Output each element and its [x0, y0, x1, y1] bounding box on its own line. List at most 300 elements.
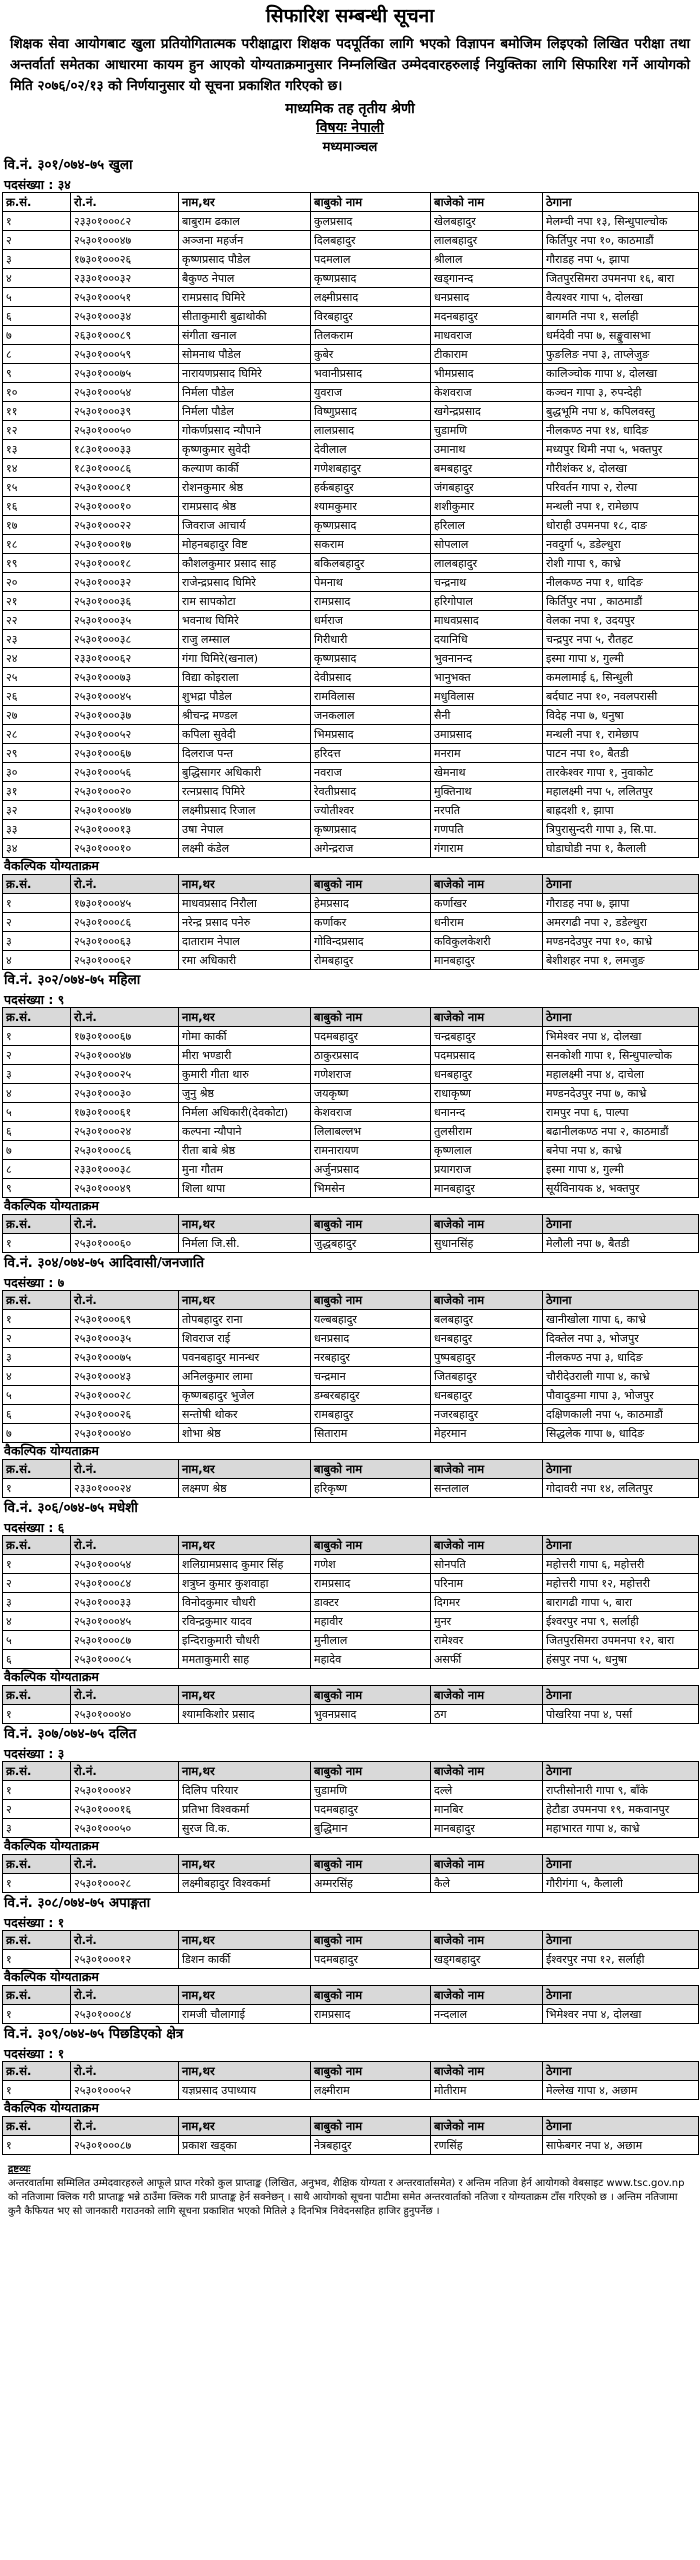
table-row [3, 1405, 699, 1424]
table-row [3, 421, 699, 440]
column-header: रो.नं. [71, 193, 179, 212]
table-cell: २५३०१०००४० [71, 1705, 179, 1724]
table-cell: २५३०१०००४० [71, 1424, 179, 1443]
table-cell: १ [3, 1027, 71, 1046]
table-cell: २३३०१०००३८ [71, 1160, 179, 1179]
table-cell: रामपुर नपा ६, पाल्पा [543, 1103, 699, 1122]
table-cell: २५३०१०००६२ [71, 951, 179, 970]
table-cell: दिलिप परियार [179, 1781, 311, 1800]
table-cell: महाभारत गापा ४, काभ्रे [543, 1819, 699, 1838]
table-cell: २ [3, 913, 71, 932]
table-cell: विनोदकुमार चौधरी [179, 1593, 311, 1612]
table-cell: सूर्यविनायक ४, भक्तपुर [543, 1179, 699, 1198]
table-cell: लक्ष्मीप्रसाद [311, 288, 431, 307]
table-cell: २५३०१०००८७ [71, 1631, 179, 1650]
table-row [3, 345, 699, 364]
table-cell: नवराज [311, 763, 431, 782]
section-title: वि.नं. ३०२/०७४-७५ महिला [4, 972, 141, 988]
column-header: ठेगाना [543, 1855, 699, 1874]
table-cell: पदमबहादुर [311, 1950, 431, 1969]
table-cell: जयकृष्ण [311, 1084, 431, 1103]
table-cell: भिमेश्वर नपा ४, दोलखा [543, 2005, 699, 2024]
table-cell: शशीकुमार [431, 497, 543, 516]
table-row [3, 1046, 699, 1065]
table-row [3, 1234, 699, 1253]
table-row [3, 1650, 699, 1669]
section-title: वि.नं. ३०८/०७४-७५ अपाङ्गता [4, 1895, 151, 1911]
table-cell: ३ [3, 932, 71, 951]
column-header: क्र.सं. [3, 1215, 71, 1234]
table-cell: किर्तिपुर नपा १०, काठमाडौं [543, 231, 699, 250]
table-cell: २५३०१०००७५ [71, 364, 179, 383]
column-header: क्र.सं. [3, 1986, 71, 2005]
table-cell: मन्थली नपा १, रामेछाप [543, 725, 699, 744]
table-cell: रेवतीप्रसाद [311, 782, 431, 801]
table-cell: धनबहादुर [431, 1065, 543, 1084]
table-cell: ४ [3, 1084, 71, 1103]
table-cell: प्रयागराज [431, 1160, 543, 1179]
table-cell: २५३०१०००१० [71, 497, 179, 516]
column-header: बाबुको नाम [311, 1931, 431, 1950]
table-cell: २५३०१०००५२ [71, 2081, 179, 2100]
recommendation-table [2, 1007, 699, 1198]
medium-label: मध्यमाञ्चल [322, 140, 378, 155]
table-cell: जुनु श्रेष्ठ [179, 1084, 311, 1103]
table-cell: मण्डनदेउपुर नपा १०, काभ्रे [543, 932, 699, 951]
table-header-row [3, 1460, 699, 1479]
table-cell: कञ्चन गापा ३, रुपन्देही [543, 383, 699, 402]
table-row [3, 231, 699, 250]
column-header: बाजेको नाम [431, 1215, 543, 1234]
column-header: बाबुको नाम [311, 193, 431, 212]
table-cell: असर्फी [431, 1650, 543, 1669]
table-cell: मदनबहादुर [431, 307, 543, 326]
table-cell: गौरीशंकर ४, दोलखा [543, 459, 699, 478]
advert-section [0, 1724, 700, 1893]
table-cell: रमा अधिकारी [179, 951, 311, 970]
table-cell: नरबहादुर [311, 1348, 431, 1367]
table-cell: २० [3, 573, 71, 592]
table-cell: ८ [3, 1160, 71, 1179]
alternate-list-title: वैकल्पिक योग्यताक्रम [0, 1969, 700, 1985]
table-cell: रोशी गापा ९, काभ्रे [543, 554, 699, 573]
table-cell: भिमेश्वर नपा ४, दोलखा [543, 1027, 699, 1046]
table-cell: इस्मा गापा ४, गुल्मी [543, 649, 699, 668]
table-cell: चुडामणि [431, 421, 543, 440]
table-cell: रोशनकुमार श्रेष्ठ [179, 478, 311, 497]
column-header: बाजेको नाम [431, 1460, 543, 1479]
table-cell: नरेन्द्र प्रसाद पनेरु [179, 913, 311, 932]
table-cell: ४ [3, 951, 71, 970]
table-cell: हंसपुर नपा ५, धनुषा [543, 1650, 699, 1669]
alternate-table [2, 874, 699, 970]
table-cell: कुबेर [311, 345, 431, 364]
table-row [3, 1631, 699, 1650]
table-row [3, 573, 699, 592]
table-cell: २५३०१०००१३ [71, 820, 179, 839]
column-header: ठेगाना [543, 1686, 699, 1705]
table-header-row [3, 1536, 699, 1555]
column-header: नाम,थर [179, 1008, 311, 1027]
column-header: क्र.सं. [3, 193, 71, 212]
alternate-list-title: वैकल्पिक योग्यताक्रम [0, 1838, 700, 1854]
table-cell: मानबहादुर [431, 951, 543, 970]
column-header: बाबुको नाम [311, 1460, 431, 1479]
table-cell: दल्ले [431, 1781, 543, 1800]
alternate-list-title: वैकल्पिक योग्यताक्रम [0, 1669, 700, 1685]
table-row [3, 1479, 699, 1498]
table-row [3, 1122, 699, 1141]
table-cell: वेलका नपा १, उदयपुर [543, 611, 699, 630]
table-cell: जितपुरसिमरा उपमनपा १६, बारा [543, 269, 699, 288]
table-cell: सोपलाल [431, 535, 543, 554]
table-cell: बकिलबहादुर [311, 554, 431, 573]
table-row [3, 1310, 699, 1329]
table-cell: राजु लम्साल [179, 630, 311, 649]
column-header: ठेगाना [543, 1460, 699, 1479]
alternate-list-title: वैकल्पिक योग्यताक्रम [0, 1443, 700, 1459]
table-row [3, 592, 699, 611]
table-cell: भवनाथ घिमिरे [179, 611, 311, 630]
table-cell: लक्ष्मण श्रेष्ठ [179, 1479, 311, 1498]
table-cell: पदमलाल [311, 250, 431, 269]
table-cell: धर्मराज [311, 611, 431, 630]
table-cell: हरिकृष्ण [311, 1479, 431, 1498]
table-cell: ६ [3, 1122, 71, 1141]
column-header: नाम,थर [179, 1460, 311, 1479]
table-cell: निर्मला पौडेल [179, 402, 311, 421]
alternate-list-title: वैकल्पिक योग्यताक्रम [0, 2100, 700, 2116]
table-cell: पाटन नपा १०, बैतडी [543, 744, 699, 763]
table-cell: मधुविलास [431, 687, 543, 706]
table-header-row [3, 1855, 699, 1874]
table-cell: १८ [3, 535, 71, 554]
column-header: नाम,थर [179, 1986, 311, 2005]
recommendation-table [2, 1535, 699, 1669]
table-cell: चन्द्रनाथ [431, 573, 543, 592]
table-cell: कमलामाई ६, सिन्धुली [543, 668, 699, 687]
table-cell: अञ्जना महर्जन [179, 231, 311, 250]
table-cell: बलबहादुर [431, 1310, 543, 1329]
table-cell: हेमप्रसाद [311, 894, 431, 913]
table-cell: रामप्रसाद श्रेष्ठ [179, 497, 311, 516]
table-cell: रामप्रसाद [311, 592, 431, 611]
table-cell: सुरज वि.क. [179, 1819, 311, 1838]
column-header: रो.नं. [71, 1986, 179, 2005]
table-cell: भीमप्रसाद [431, 364, 543, 383]
table-cell: श्रीचन्द्र मण्डल [179, 706, 311, 725]
table-cell: यल्बबहादुर [311, 1310, 431, 1329]
table-cell: नीलकण्ठ नपा १, धादिङ [543, 573, 699, 592]
table-cell: चन्द्रपुर नपा ५, रौतहट [543, 630, 699, 649]
table-cell: ६ [3, 1405, 71, 1424]
table-cell: ५ [3, 288, 71, 307]
table-cell: २ [3, 1046, 71, 1065]
table-cell: मोहनबहादुर विष्ट [179, 535, 311, 554]
table-cell: २५३०१०००१२ [71, 1950, 179, 1969]
table-cell: २५३०१०००२५ [71, 1065, 179, 1084]
table-cell: भवानीप्रसाद [311, 364, 431, 383]
column-header: ठेगाना [543, 1762, 699, 1781]
column-header: रो.नं. [71, 1931, 179, 1950]
table-cell: रामबहादुर [311, 1405, 431, 1424]
table-cell: कर्णाकर [311, 913, 431, 932]
table-cell: कृष्णबहादुर भुजेल [179, 1386, 311, 1405]
table-row [3, 951, 699, 970]
table-cell: कृष्णलाल [431, 1141, 543, 1160]
column-header: रो.नं. [71, 875, 179, 894]
table-cell: कौशलकुमार प्रसाद साह [179, 554, 311, 573]
table-cell: मीरा भण्डारी [179, 1046, 311, 1065]
table-row [3, 839, 699, 858]
table-cell: युवराज [311, 383, 431, 402]
table-cell: विदेह नपा ७, धनुषा [543, 706, 699, 725]
table-cell: ईश्वरपुर नपा ९, सर्लाही [543, 1612, 699, 1631]
table-cell: भिमसेन [311, 1179, 431, 1198]
table-cell: जिवराज आचार्य [179, 516, 311, 535]
table-cell: २४ [3, 649, 71, 668]
column-header: बाजेको नाम [431, 2117, 543, 2136]
column-header: नाम,थर [179, 2117, 311, 2136]
table-row [3, 913, 699, 932]
table-cell: सिताराम [311, 1424, 431, 1443]
table-cell: उमाप्रसाद [431, 725, 543, 744]
column-header: ठेगाना [543, 1536, 699, 1555]
column-header: बाजेको नाम [431, 1762, 543, 1781]
table-row [3, 1386, 699, 1405]
table-cell: ९ [3, 1179, 71, 1198]
table-cell: बढानीलकण्ठ नपा २, काठमाडौं [543, 1122, 699, 1141]
table-cell: यज्ञप्रसाद उपाध्याय [179, 2081, 311, 2100]
table-cell: श्यामकुमार [311, 497, 431, 516]
table-cell: तुलसीराम [431, 1122, 543, 1141]
table-cell: मन्थली नपा १, रामेछाप [543, 497, 699, 516]
table-cell: पदमप्रसाद [431, 1046, 543, 1065]
table-cell: रत्नप्रसाद पिमिरे [179, 782, 311, 801]
table-cell: श्यामकिशोर प्रसाद [179, 1705, 311, 1724]
table-cell: २५३०१०००८४ [71, 1574, 179, 1593]
table-cell: अमरगढी नपा २, डडेल्धुरा [543, 913, 699, 932]
table-row [3, 1781, 699, 1800]
table-cell: सिद्धलेक गापा ७, धादिङ [543, 1424, 699, 1443]
table-row [3, 2136, 699, 2155]
table-row [3, 1367, 699, 1386]
table-cell: धनप्रसाद [311, 1329, 431, 1348]
table-cell: पेमनाथ [311, 573, 431, 592]
table-cell: २५३०१०००४७ [71, 1046, 179, 1065]
table-cell: प्रकाश खड्का [179, 2136, 311, 2155]
table-cell: २५३०१०००४५ [71, 1612, 179, 1631]
table-cell: विद्या कोइराला [179, 668, 311, 687]
column-header: बाजेको नाम [431, 193, 543, 212]
table-cell: नवदुर्गा ५, डडेल्धुरा [543, 535, 699, 554]
column-header: ठेगाना [543, 2062, 699, 2081]
table-row [3, 1141, 699, 1160]
alternate-table [2, 1685, 699, 1724]
column-header: क्र.सं. [3, 1008, 71, 1027]
table-cell: कर्णाखर [431, 894, 543, 913]
table-row [3, 706, 699, 725]
column-header: बाजेको नाम [431, 1931, 543, 1950]
table-cell: ३ [3, 1348, 71, 1367]
table-cell: २५३०१०००५४ [71, 1555, 179, 1574]
table-row [3, 1874, 699, 1893]
column-header: बाबुको नाम [311, 1008, 431, 1027]
table-cell: ११ [3, 402, 71, 421]
table-cell: ६ [3, 1650, 71, 1669]
alternate-table [2, 1214, 699, 1253]
table-cell: खगेन्द्रप्रसाद [431, 402, 543, 421]
table-cell: कुमारी गीता थारु [179, 1065, 311, 1084]
table-cell: शुभद्रा पौडेल [179, 687, 311, 706]
table-cell: १२ [3, 421, 71, 440]
table-cell: १७३०१०००६७ [71, 1027, 179, 1046]
column-header: रो.नं. [71, 2117, 179, 2136]
table-header-row [3, 1008, 699, 1027]
table-cell: २५३०१०००२६ [71, 1405, 179, 1424]
table-cell: शत्रुघ्न कुमार कुशवाहा [179, 1574, 311, 1593]
table-cell: १ [3, 1310, 71, 1329]
column-header: क्र.सं. [3, 1686, 71, 1705]
table-cell: १८३०१०००३३ [71, 440, 179, 459]
table-row [3, 307, 699, 326]
table-cell: ९ [3, 364, 71, 383]
table-cell: २५३०१०००३७ [71, 706, 179, 725]
table-cell: २५३०१०००६० [71, 1234, 179, 1253]
column-header: रो.नं. [71, 1762, 179, 1781]
table-row [3, 894, 699, 913]
table-cell: केशवराज [311, 1103, 431, 1122]
column-header: क्र.सं. [3, 1291, 71, 1310]
table-row [3, 763, 699, 782]
table-cell: लक्ष्मी कंडेल [179, 839, 311, 858]
table-cell: जितबहादुर [431, 1367, 543, 1386]
table-cell: रामप्रसाद [311, 1574, 431, 1593]
table-row [3, 1179, 699, 1198]
table-cell: लक्ष्मीराम [311, 2081, 431, 2100]
table-cell: चौरीदेउराली गापा ४, काभ्रे [543, 1367, 699, 1386]
column-header: बाबुको नाम [311, 1291, 431, 1310]
alternate-table [2, 1459, 699, 1498]
table-row [3, 535, 699, 554]
table-cell: २५३०१०००४७ [71, 801, 179, 820]
table-cell: २५३०१०००५६ [71, 763, 179, 782]
table-cell: २५३०१०००५१ [71, 288, 179, 307]
table-cell: हरिगोपाल [431, 592, 543, 611]
recommendation-table [2, 1930, 699, 1969]
table-cell: २५३०१०००६७ [71, 744, 179, 763]
column-header: नाम,थर [179, 875, 311, 894]
table-cell: २३३०१०००३२ [71, 269, 179, 288]
notice-title: सिफारिश सम्बन्धी सूचना [265, 5, 435, 27]
notice-intro: शिक्षक सेवा आयोगबाट खुला प्रतियोगितात्मक परीक्षाद्वारा शिक्षक पदपूर्तिका लागि भएको विज्ञापन बमोजिम लिइएको लिखित परीक्षा तथा अन्तर्वार्ता समेतका आधारमा कायम हुन आएको योग्यताक्रमानुसार निम्नलिखित उम्मेदवारहरुलाई नियुक्तिका लागि सिफारिश गर्ने आयोगको मिति २०७६/०२/१३ को निर्णयानुसार यो सूचना प्रकाशित गरिएको छ। [10, 36, 690, 94]
column-header: क्र.सं. [3, 1931, 71, 1950]
table-header-row [3, 875, 699, 894]
table-cell: महावीर [311, 1612, 431, 1631]
column-header: ठेगाना [543, 1931, 699, 1950]
table-cell: ५ [3, 1103, 71, 1122]
table-cell: राधाकृष्ण [431, 1084, 543, 1103]
table-cell: पौवादुङमा गापा ३, भोजपुर [543, 1386, 699, 1405]
table-cell: उमानाथ [431, 440, 543, 459]
table-cell: निर्मला पौडेल [179, 383, 311, 402]
column-header: क्र.सं. [3, 875, 71, 894]
table-cell: ५ [3, 1386, 71, 1405]
table-cell: फुङलिङ नपा ३, ताप्लेजुङ [543, 345, 699, 364]
table-cell: बाबुराम ढकाल [179, 212, 311, 231]
table-row [3, 326, 699, 345]
table-cell: ४ [3, 1367, 71, 1386]
table-cell: राम सापकोटा [179, 592, 311, 611]
table-cell: २५३०१०००१८ [71, 554, 179, 573]
table-cell: ७ [3, 1141, 71, 1160]
table-cell: दक्षिणकाली नपा ५, काठमाडौं [543, 1405, 699, 1424]
table-cell: १ [3, 1950, 71, 1969]
table-cell: धोराही उपमनपा १८, दाङ [543, 516, 699, 535]
column-header: क्र.सं. [3, 2062, 71, 2081]
table-cell: २५ [3, 668, 71, 687]
advert-section [0, 1253, 700, 1498]
column-header: नाम,थर [179, 1762, 311, 1781]
table-cell: ८ [3, 345, 71, 364]
table-cell: २६ [3, 687, 71, 706]
table-cell: वैत्यश्वर गापा ५, दोलखा [543, 288, 699, 307]
table-cell: विरबहादुर [311, 307, 431, 326]
table-row [3, 250, 699, 269]
table-cell: २५३०१०००३५ [71, 1329, 179, 1348]
table-row [3, 1103, 699, 1122]
column-header: बाबुको नाम [311, 875, 431, 894]
table-header-row [3, 1762, 699, 1781]
table-cell: २५३०१०००४५ [71, 687, 179, 706]
table-cell: कैले [431, 1874, 543, 1893]
table-cell: २५३०१०००३९ [71, 402, 179, 421]
table-cell: कविकुलकेशरी [431, 932, 543, 951]
table-cell: जुद्धबहादुर [311, 1234, 431, 1253]
table-cell: अर्जुनप्रसाद [311, 1160, 431, 1179]
table-cell: कल्याण कार्की [179, 459, 311, 478]
table-cell: केशवराज [431, 383, 543, 402]
table-cell: बनेपा नपा ४, काभ्रे [543, 1141, 699, 1160]
table-cell: ३२ [3, 801, 71, 820]
column-header: बाबुको नाम [311, 1855, 431, 1874]
table-cell: ममताकुमारी साह [179, 1650, 311, 1669]
table-row [3, 554, 699, 573]
table-cell: धनीराम [431, 913, 543, 932]
alternate-table [2, 2116, 699, 2155]
table-cell: ३३ [3, 820, 71, 839]
table-header-row [3, 1986, 699, 2005]
column-header: रो.नं. [71, 1008, 179, 1027]
table-cell: उषा नेपाल [179, 820, 311, 839]
table-row [3, 1555, 699, 1574]
table-cell: २५३०१०००१७ [71, 535, 179, 554]
column-header: क्र.सं. [3, 2117, 71, 2136]
table-cell: ३४ [3, 839, 71, 858]
table-row [3, 459, 699, 478]
table-cell: बुद्धभूमि नपा ४, कपिलवस्तु [543, 402, 699, 421]
table-cell: निर्मला जि.सी. [179, 1234, 311, 1253]
alternate-list-title: वैकल्पिक योग्यताक्रम [0, 1198, 700, 1214]
table-cell: २१ [3, 592, 71, 611]
table-cell: १७३०१०००२६ [71, 250, 179, 269]
column-header: रो.नं. [71, 1686, 179, 1705]
table-cell: गौराडह नपा ७, झापा [543, 894, 699, 913]
column-header: रो.नं. [71, 1291, 179, 1310]
table-header-row [3, 2117, 699, 2136]
table-cell: गौराडह नपा ५, झापा [543, 250, 699, 269]
table-cell: २५३०१०००४२ [71, 1781, 179, 1800]
